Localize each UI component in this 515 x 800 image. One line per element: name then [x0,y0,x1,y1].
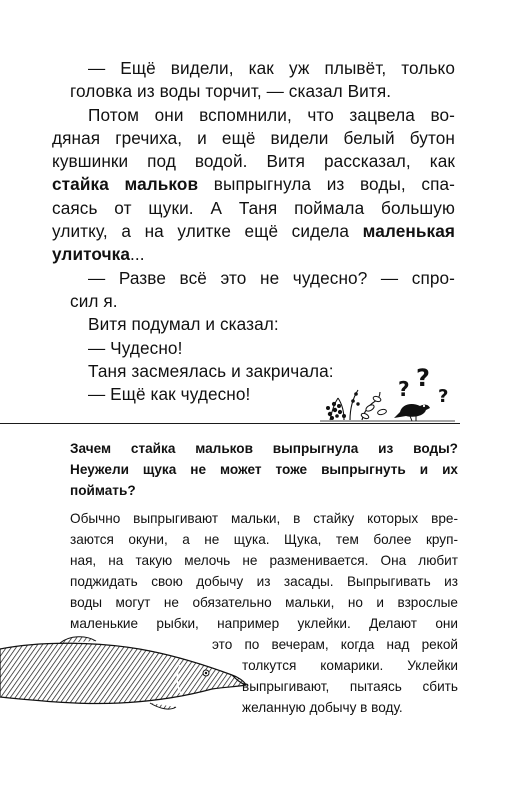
story-paragraph-5: — Чудесно! [88,337,183,358]
svg-text:?: ? [438,386,449,407]
story-paragraph-3: — Разве всё это не чудесно? — спро- сил я. [70,267,455,311]
story-paragraph-4: Витя подумал и сказал: [88,314,279,335]
story-paragraph-7: — Ещё как чудесно! [88,384,251,405]
story-line-1: — Ещё видели, как уж плывёт, только [88,58,455,78]
story-line-2: головка из воды торчит, — сказал Витя. [70,81,392,102]
bold-phrase-fry-shoal: стайка мальков [52,174,199,195]
info-question: Зачем стайка мальков выпрыгнула из воды? Неужели щука не может тоже выпрыгнуть и их поймать? [70,441,458,498]
section-divider [0,423,460,424]
question-bird-plants-icon [320,368,455,424]
story-paragraph-6: Таня засмеялась и закричала: [88,360,334,381]
bold-phrase-snail: улиточка [52,244,131,265]
story-text [52,57,455,406]
pike-icon [0,635,250,715]
svg-text:?: ? [398,377,410,401]
svg-text:?: ? [416,368,430,392]
story-paragraph-2: Потом они вспомнили, что зацвела во- дяная гречиха, и ещё видели белый бутон кувшинки под водой. Витя рассказал, как стайка мальков выпрыгнула из воды, спа- саясь от щуки. А Таня поймала большую улитку, а на улитке ещё сидела маленькая улиточка... [52,104,455,265]
bold-phrase-little: маленькая [362,221,455,242]
info-answer: Обычно выпрыгивают мальки, в стайку которых вре- заются окуни, а не щука. Щука, тем более круп- ная, на такую мелочь не разменивается. Она любит поджидать свою добычу из засады. Выпрыгивать из воды могут не обязательно мальки, но и взрослые маленькие рыбки, например уклейки. Делают они это по вечерам, когда над рекой толкутся комарики. Уклейки выпрыгивают, пытаясь сбить желанную добычу в воду. [70,511,458,715]
